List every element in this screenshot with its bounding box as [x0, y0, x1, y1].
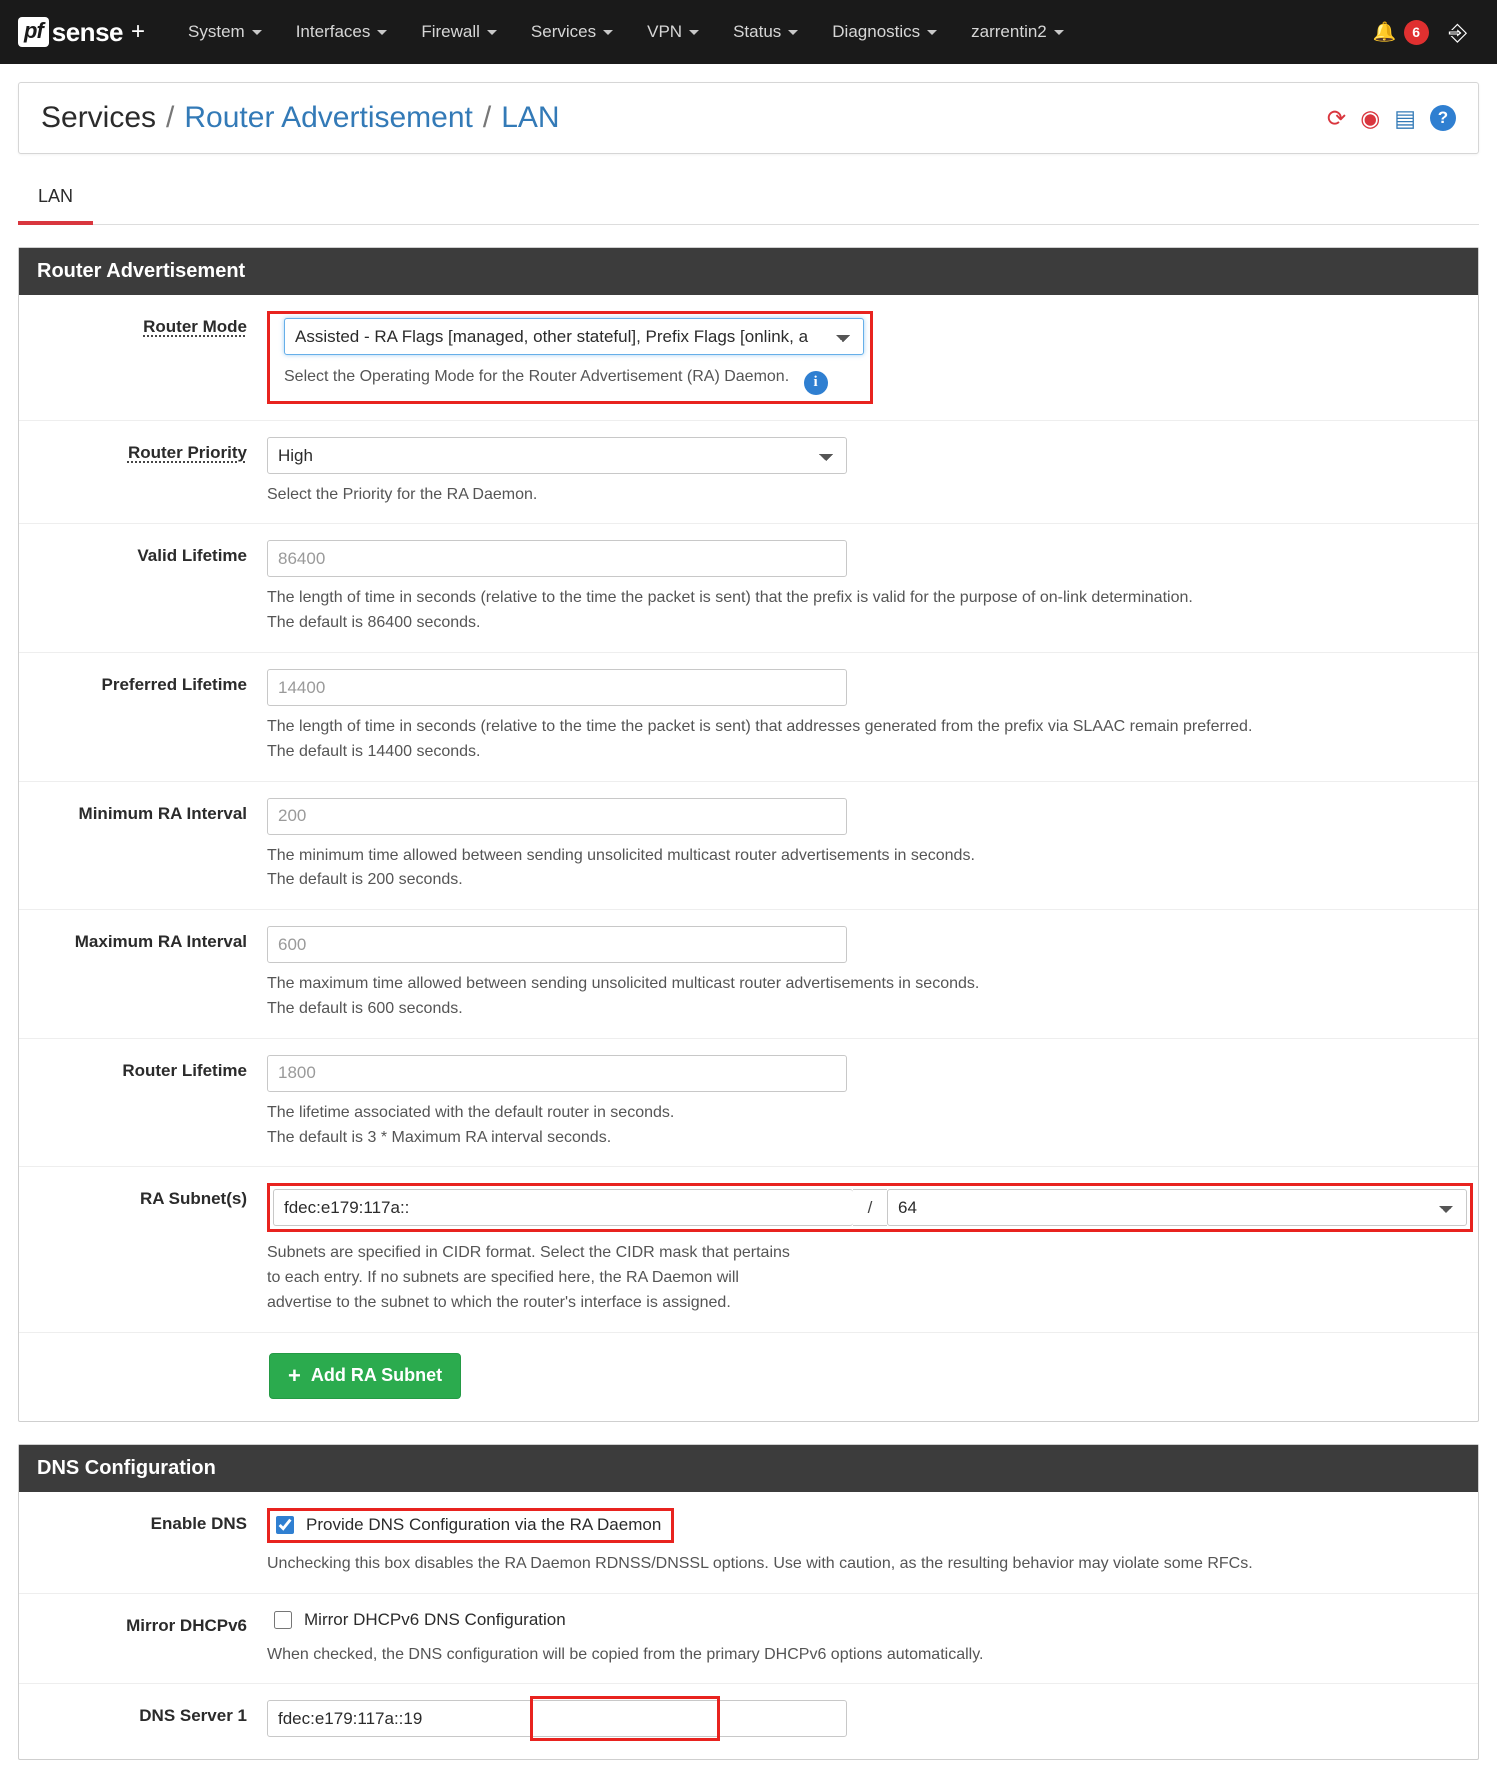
page-header	[18, 82, 1479, 154]
nav-item-system[interactable]	[171, 12, 279, 52]
tab-label: LAN	[38, 186, 74, 206]
mirror-dhcpv6-control-group	[267, 1610, 1478, 1668]
preferred-lifetime-control-group	[267, 669, 1478, 765]
router-advertisement-panel	[18, 247, 1479, 1422]
minimum-ra-interval-help-line-1: The minimum time allowed between sending unsolicited multicast router advertisements in seconds.	[267, 846, 975, 864]
nav-item-label: Diagnostics	[832, 22, 921, 41]
chevron-down-icon	[252, 30, 262, 35]
minimum-ra-interval-help-line-2: The default is 200 seconds.	[267, 871, 463, 889]
label-dns-server-1: DNS Server 1	[139, 1706, 247, 1726]
form-row-mirror-dhcpv6	[19, 1594, 1478, 1685]
preferred-lifetime-help-line-1: The length of time in seconds (relative to the time the packet is sent) that addresses generated from the prefix via SLAAC remain preferred.	[267, 718, 1253, 736]
mirror-dhcpv6-help: When checked, the DNS configuration will be copied from the primary DHCPv6 options automatically.	[267, 1645, 984, 1663]
ra-subnets-help-line-1: Subnets are specified in CIDR format. Select the CIDR mask that pertains	[267, 1244, 790, 1262]
tab-bar	[18, 176, 1479, 225]
preferred-lifetime-input[interactable]	[267, 669, 847, 706]
maximum-ra-interval-help-line-2: The default is 600 seconds.	[267, 1000, 463, 1017]
panel-heading-router-advertisement: Router Advertisement	[19, 248, 1478, 295]
dns-configuration-body	[19, 1492, 1478, 1760]
ra-subnets-help-line-2: to each entry. If no subnets are specified here, the RA Daemon will	[267, 1269, 739, 1287]
form-row-preferred-lifetime	[19, 653, 1478, 782]
pfsense-logo[interactable]	[18, 17, 145, 48]
router-mode-help: Select the Operating Mode for the Router Advertisement (RA) Daemon.	[284, 368, 790, 385]
router-mode-select[interactable]	[284, 318, 864, 355]
label-maximum-ra-interval: Maximum RA Interval	[74, 932, 247, 952]
info-icon[interactable]: i	[804, 371, 828, 395]
form-row-router-lifetime	[19, 1039, 1478, 1168]
valid-lifetime-help	[267, 586, 1462, 636]
maximum-ra-interval-help	[267, 972, 1462, 1022]
label-preferred-lifetime: Preferred Lifetime	[101, 675, 247, 695]
top-navbar	[0, 0, 1497, 64]
nav-item-label: Status	[733, 22, 782, 41]
ra-subnet-separator: /	[853, 1189, 887, 1226]
enable-dns-checkbox-label: Provide DNS Configuration via the RA Daemon	[306, 1514, 662, 1534]
form-row-minimum-ra-interval	[19, 782, 1478, 911]
form-row-valid-lifetime	[19, 524, 1478, 653]
nav-item-status[interactable]	[716, 12, 815, 52]
minimum-ra-interval-control-group	[267, 798, 1478, 894]
alert-count-badge: 6	[1404, 20, 1429, 45]
chevron-down-icon	[487, 30, 497, 35]
label-router-priority: Router Priority	[127, 442, 247, 462]
router-lifetime-control-group	[267, 1055, 1478, 1151]
label-ra-subnets: RA Subnet(s)	[139, 1189, 247, 1209]
enable-dns-help: Unchecking this box disables the RA Daemon RDNSS/DNSSL options. Use with caution, as the resulting behavior may violate some RFCs.	[267, 1554, 1253, 1572]
router-mode-control-group	[267, 311, 1478, 404]
related-settings-icon[interactable]: ▤	[1394, 104, 1416, 131]
add-ra-subnet-button[interactable]	[269, 1353, 461, 1399]
chevron-down-icon	[788, 30, 798, 35]
plus-icon: +	[288, 1362, 301, 1388]
preferred-lifetime-help	[267, 715, 1462, 765]
label-spacer-add-subnet	[19, 1349, 267, 1405]
label-router-mode: Router Mode	[143, 317, 247, 336]
router-lifetime-help-line-1: The lifetime associated with the default router in seconds.	[267, 1103, 675, 1121]
brand-badge: pf	[18, 17, 49, 47]
nav-item-interfaces[interactable]	[279, 12, 405, 52]
router-advertisement-body	[19, 295, 1478, 1421]
nav-item-label: Firewall	[421, 22, 480, 41]
label-enable-dns: Enable DNS	[150, 1513, 247, 1533]
router-mode-annotation	[267, 311, 873, 404]
ra-subnet-annotation	[267, 1183, 1473, 1232]
valid-lifetime-control-group	[267, 540, 1478, 636]
label-router-lifetime: Router Lifetime	[122, 1060, 247, 1080]
mirror-dhcpv6-checkline[interactable]	[267, 1610, 566, 1630]
label-valid-lifetime: Valid Lifetime	[137, 546, 247, 566]
minimum-ra-interval-input[interactable]	[267, 798, 847, 835]
dns-configuration-panel	[18, 1444, 1479, 1761]
nav-item-label: VPN	[647, 22, 683, 41]
panel-heading-dns-configuration: DNS Configuration	[19, 1445, 1478, 1492]
form-row-maximum-ra-interval	[19, 910, 1478, 1039]
router-mode-help-row	[284, 365, 864, 395]
preferred-lifetime-help-line-2: The default is 14400 seconds.	[267, 742, 481, 760]
navbar-right-group	[1373, 19, 1479, 46]
alerts-button[interactable]	[1373, 20, 1429, 45]
form-row-add-ra-subnet	[19, 1333, 1478, 1421]
restart-service-icon[interactable]: ⟳	[1326, 104, 1347, 131]
ra-subnets-help-line-3: advertise to the subnet to which the router's interface is assigned.	[267, 1293, 731, 1311]
brand-text: sense	[51, 16, 123, 47]
valid-lifetime-help-line-2: The default is 86400 seconds.	[267, 614, 481, 632]
dns-server-1-input[interactable]	[267, 1700, 847, 1737]
nav-item-user-menu[interactable]	[954, 12, 1081, 52]
nav-item-diagnostics[interactable]	[815, 12, 954, 52]
maximum-ra-interval-help-line-1: The maximum time allowed between sending unsolicited multicast router advertisements in seconds.	[267, 975, 980, 993]
chevron-down-icon	[689, 30, 699, 35]
logout-icon[interactable]: ⎆	[1448, 18, 1467, 45]
form-row-router-mode	[19, 295, 1478, 421]
nav-item-firewall[interactable]	[404, 12, 514, 52]
router-lifetime-help	[267, 1101, 1462, 1151]
form-row-ra-subnets	[19, 1167, 1478, 1332]
nav-item-label: System	[188, 22, 245, 41]
ra-subnets-control-group	[267, 1183, 1489, 1315]
chevron-down-icon	[1054, 30, 1064, 35]
help-icon[interactable]: ?	[1430, 105, 1456, 131]
breadcrumb-page-link[interactable]: LAN	[501, 101, 560, 134]
nav-item-label: zarrentin2	[971, 22, 1047, 41]
breadcrumb-separator: /	[166, 101, 175, 134]
label-minimum-ra-interval: Minimum RA Interval	[78, 803, 247, 823]
router-lifetime-input[interactable]	[267, 1055, 847, 1092]
router-priority-help: Select the Priority for the RA Daemon.	[267, 485, 538, 503]
enable-dns-checkbox[interactable]	[276, 1516, 294, 1534]
dns-server-1-control-group	[267, 1700, 1478, 1737]
valid-lifetime-help-line-1: The length of time in seconds (relative to the time the packet is sent) that the prefix is valid for the purpose of on-link determination.	[267, 589, 1193, 607]
form-row-router-priority	[19, 421, 1478, 525]
form-row-dns-server-1	[19, 1684, 1478, 1759]
breadcrumb-separator: /	[482, 101, 492, 134]
maximum-ra-interval-input[interactable]	[267, 926, 847, 963]
mirror-dhcpv6-checkbox[interactable]	[274, 1611, 292, 1629]
nav-item-label: Services	[530, 22, 597, 41]
breadcrumb-root: Services	[41, 101, 157, 134]
router-priority-select[interactable]	[267, 437, 847, 474]
add-ra-subnet-label: Add RA Subnet	[310, 1365, 443, 1386]
header-icon-group	[1327, 105, 1456, 132]
stop-service-icon[interactable]: ◉	[1360, 104, 1381, 131]
enable-dns-annotation[interactable]	[267, 1508, 674, 1543]
breadcrumb-section-link[interactable]: Router Advertisement	[184, 101, 473, 134]
label-mirror-dhcpv6: Mirror DHCPv6	[126, 1615, 247, 1635]
router-priority-control-group	[267, 437, 1478, 508]
bell-icon: 🔔	[1372, 22, 1397, 43]
chevron-down-icon	[603, 30, 613, 35]
maximum-ra-interval-control-group	[267, 926, 1478, 1022]
enable-dns-checkline	[276, 1515, 661, 1535]
tab-lan[interactable]	[18, 176, 93, 225]
ra-subnet-address-input[interactable]	[273, 1189, 853, 1226]
valid-lifetime-input[interactable]	[267, 540, 847, 577]
router-lifetime-help-line-2: The default is 3 * Maximum RA interval seconds.	[267, 1128, 612, 1146]
nav-item-label: Interfaces	[295, 22, 371, 41]
chevron-down-icon	[377, 30, 387, 35]
add-ra-subnet-control-group	[267, 1349, 1478, 1405]
enable-dns-control-group	[267, 1508, 1478, 1577]
nav-item-vpn[interactable]	[630, 12, 716, 52]
nav-item-services[interactable]	[514, 12, 630, 52]
minimum-ra-interval-help	[267, 844, 1462, 894]
brand-plus: +	[131, 18, 146, 45]
mirror-dhcpv6-checkbox-label: Mirror DHCPv6 DNS Configuration	[304, 1609, 566, 1629]
form-row-enable-dns	[19, 1492, 1478, 1594]
ra-subnets-help	[267, 1241, 867, 1315]
ra-subnet-cidr-select[interactable]	[887, 1189, 1467, 1226]
page-bottom-spacer	[0, 1760, 1497, 1778]
chevron-down-icon	[927, 30, 937, 35]
